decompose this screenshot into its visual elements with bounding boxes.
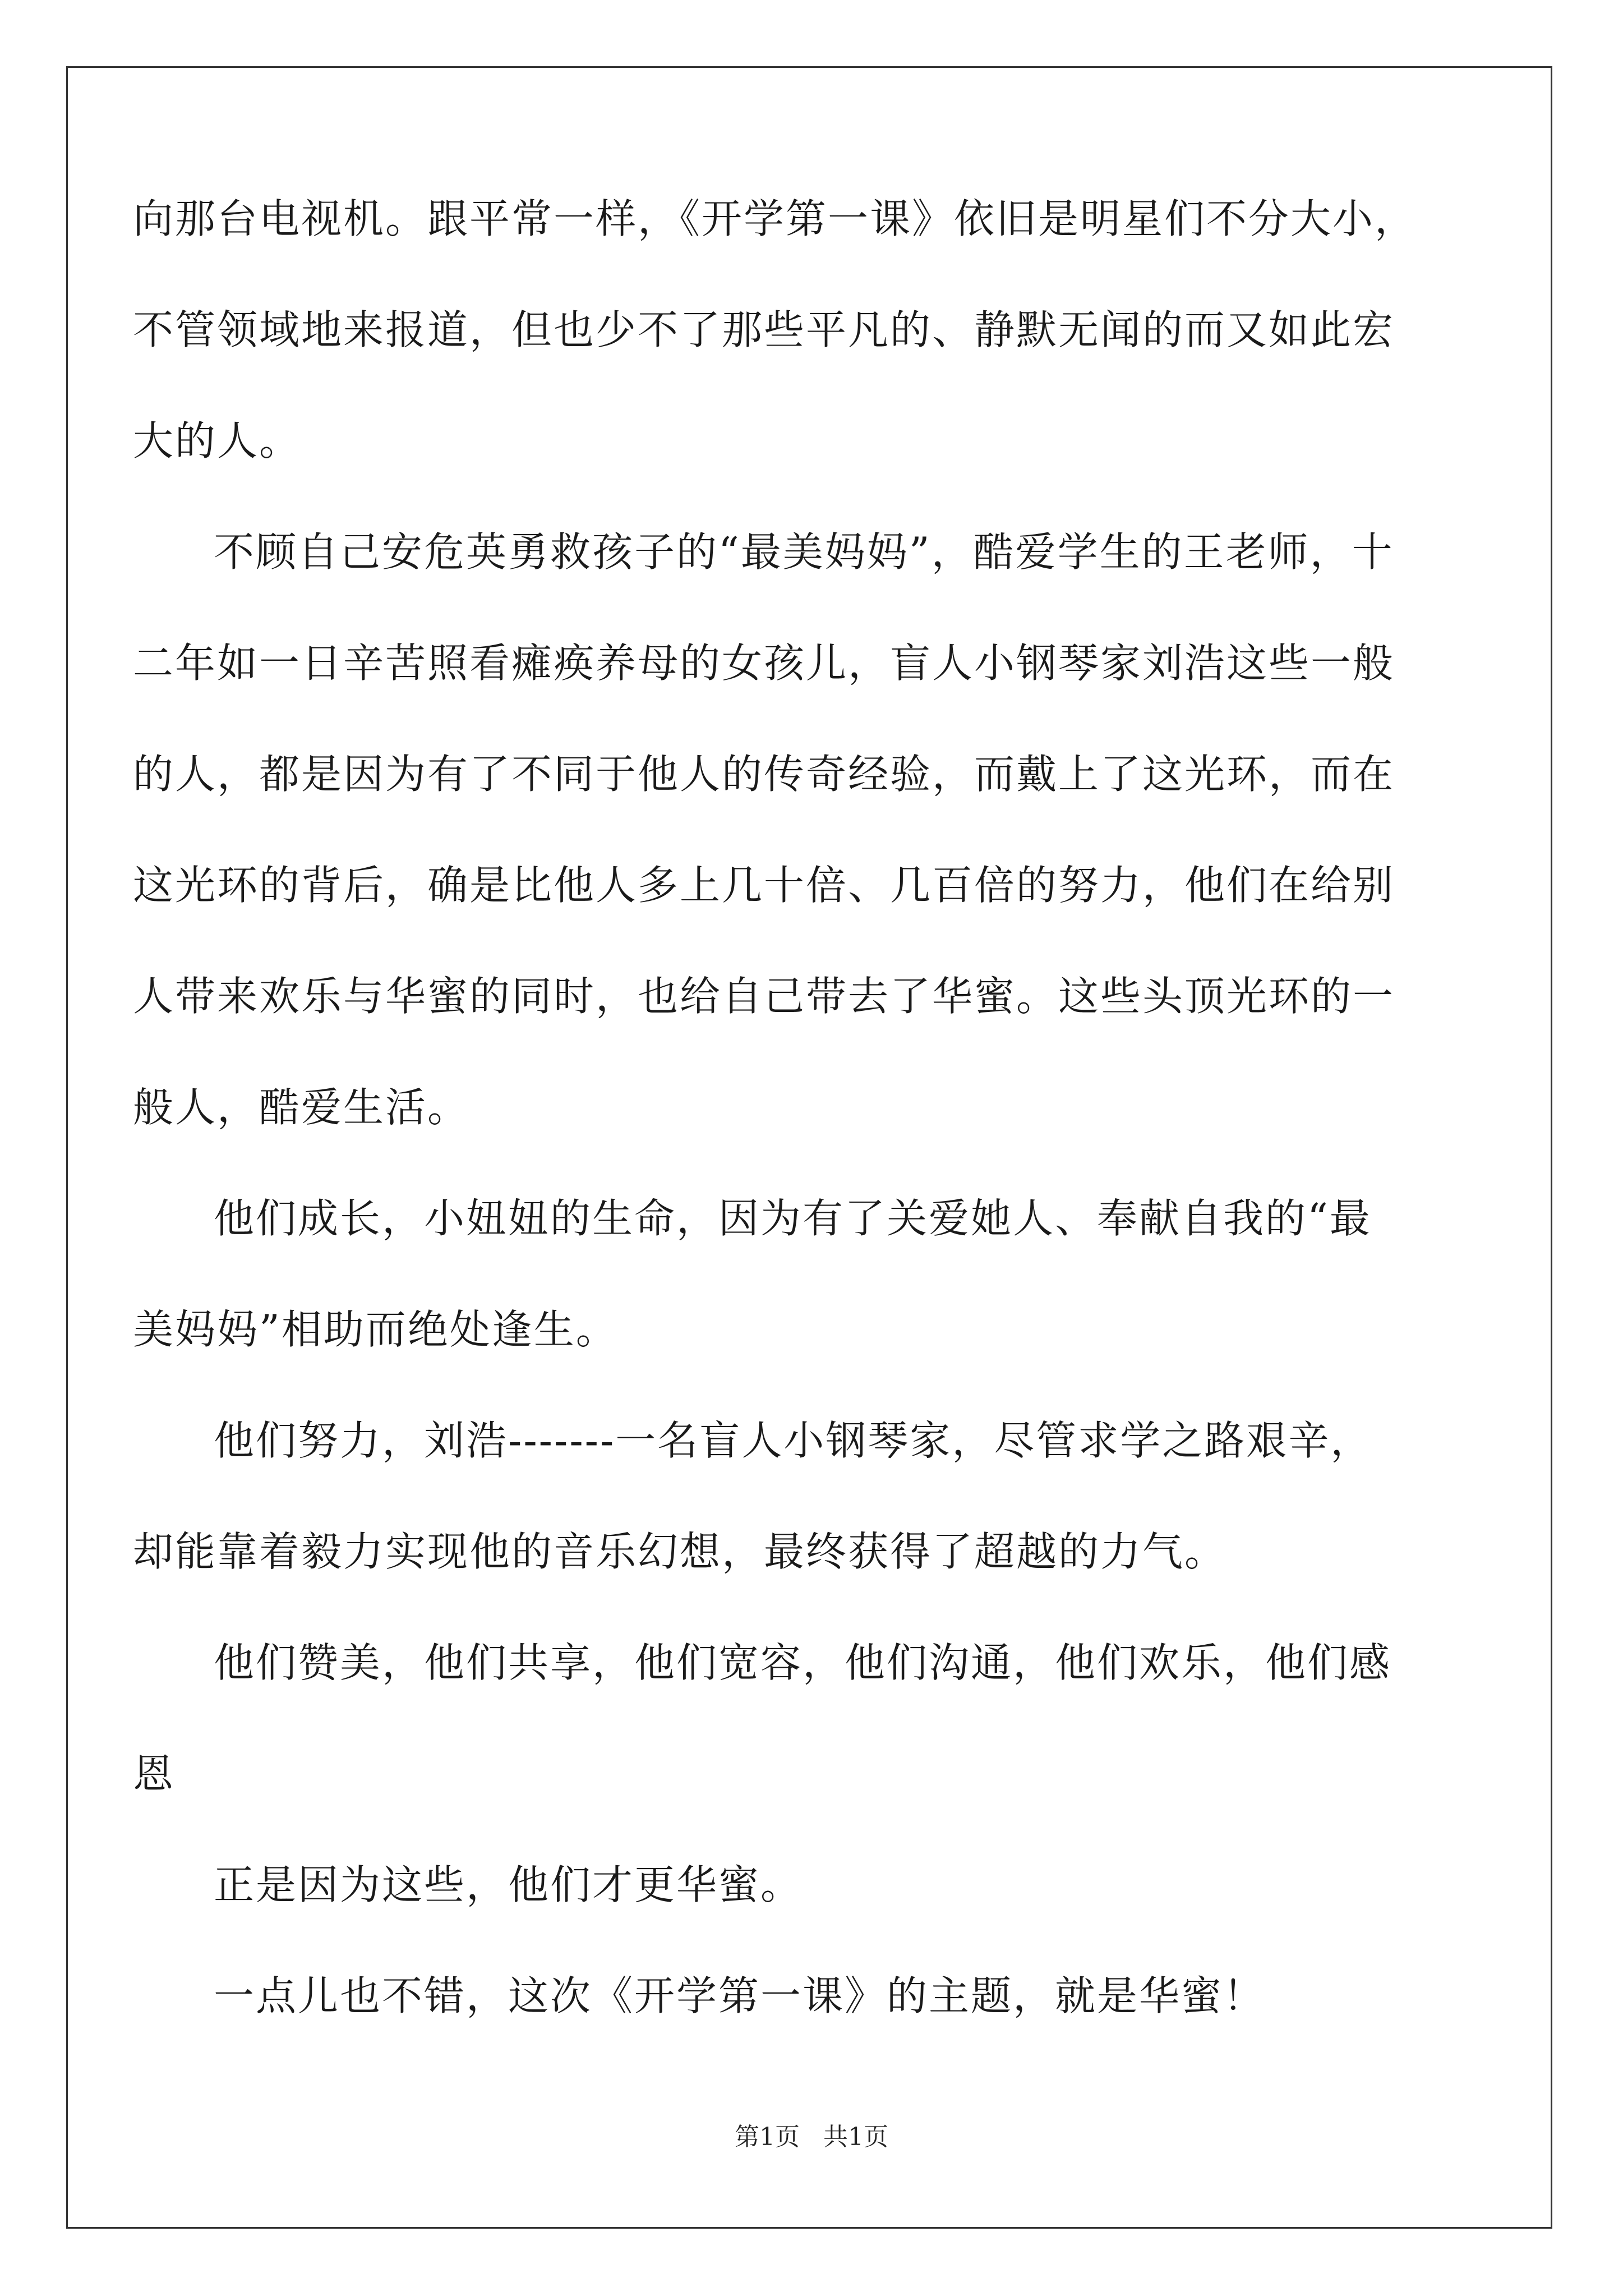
paragraph-2-line-4: 这光环的背后，确是比他人多上几十倍、几百倍的努力，他们在给别 [133, 862, 1395, 909]
page-number-label: 第1页 共1页 [735, 2123, 888, 2151]
paragraph-3-line-2: 美妈妈”相助而绝处逢生。 [133, 1306, 618, 1353]
paragraph-2-line-3: 的人，都是因为有了不同于他人的传奇经验，而戴上了这光环，而在 [133, 751, 1395, 798]
paragraph-3-line-1: 他们成长，小妞妞的生命，因为有了关爱她人、奉献自我的“最 [214, 1195, 1372, 1242]
paragraph-1-line-1: 向那台电视机。跟平常一样，《开学第一课》依旧是明星们不分大小， [133, 195, 1417, 242]
paragraph-2-line-6: 般人，酷爱生活。 [133, 1084, 470, 1131]
page-footer [0, 2120, 1623, 2154]
paragraph-6-line-1: 正是因为这些，他们才更华蜜。 [214, 1861, 803, 1908]
paragraph-4-line-1: 他们努力，刘浩-------一名盲人小钢琴家，尽管求学之路艰辛， [214, 1417, 1373, 1464]
paragraph-5-line-1: 他们赞美，他们共享，他们宽容，他们沟通，他们欢乐，他们感 [214, 1639, 1392, 1686]
paragraph-2-line-1: 不顾自己安危英勇救孩子的“最美妈妈”，酷爱学生的王老师，十 [214, 528, 1394, 576]
paragraph-7-line-1: 一点儿也不错，这次《开学第一课》的主题，就是华蜜！ [214, 1972, 1266, 2019]
paragraph-5-line-2: 恩 [133, 1750, 176, 1797]
paragraph-4-line-2: 却能靠着毅力实现他的音乐幻想，最终获得了超越的力气。 [133, 1528, 1227, 1575]
paragraph-2-line-5: 人带来欢乐与华蜜的同时，也给自己带去了华蜜。这些头顶光环的一 [133, 973, 1395, 1020]
paragraph-1-line-3: 大的人。 [133, 417, 302, 464]
paragraph-1-line-2: 不管领域地来报道，但也少不了那些平凡的、静默无闻的而又如此宏 [133, 306, 1395, 353]
paragraph-2-line-2: 二年如一日辛苦照看瘫痪养母的女孩儿，盲人小钢琴家刘浩这些一般 [133, 639, 1395, 687]
